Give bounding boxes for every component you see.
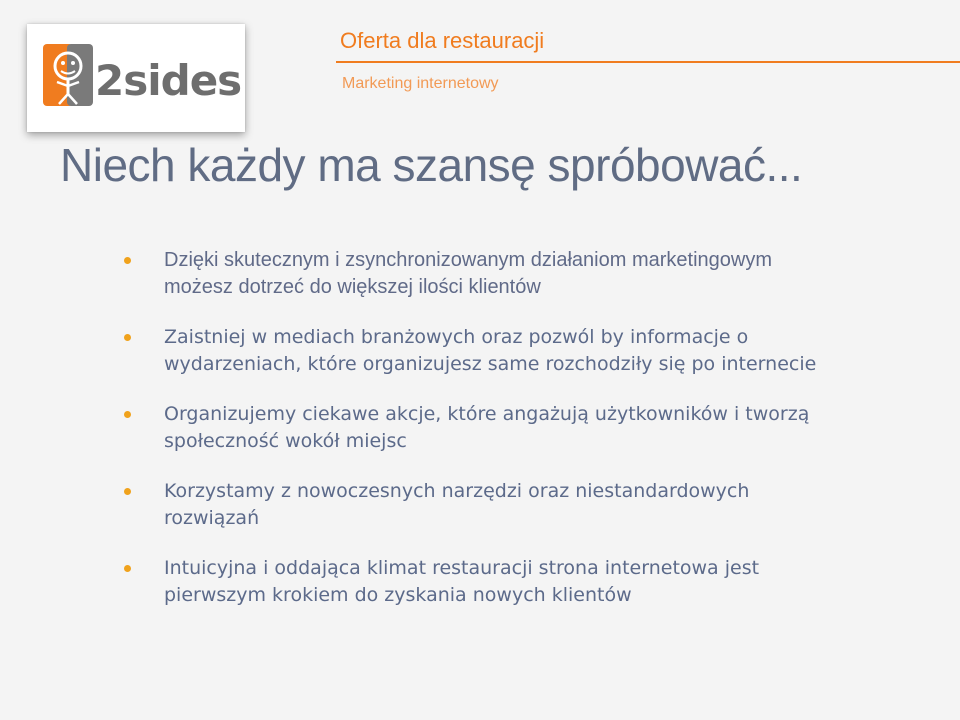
bullet-text: Korzystamy z nowoczesnych narzędzi oraz niestandardowych rozwiązań [164,480,750,529]
header-title: Oferta dla restauracji [340,28,545,53]
bullet-item [124,401,844,455]
bullet-text: Intuicyjna i oddająca klimat restauracji strona internetowa jest pierwszym krokiem do zyskania nowych klientów [164,557,760,606]
bullet-text: Organizujemy ciekawe akcje, które angażują użytkowników i tworzą społeczność wokół miejsc [164,403,810,452]
bullet-dot-icon [124,565,131,572]
slide-title: Niech każdy ma szansę spróbować... [60,139,803,191]
bullet-text: Dzięki skutecznym i zsynchronizowanym działaniom marketingowym możesz dotrzeć do większej ilości klientów [164,249,772,298]
bullet-dot-icon [124,411,131,418]
bullet-item [124,478,844,532]
bullet-list [124,247,844,632]
header-subtitle: Marketing internetowy [342,75,499,92]
brand-digit: 2 [95,56,124,105]
bullet-dot-icon [124,334,131,341]
bullet-item [124,555,844,609]
header-divider [336,61,960,63]
brand-wordmark [95,56,242,105]
bullet-dot-icon [124,257,131,264]
bullet-dot-icon [124,488,131,495]
bullet-text: Zaistniej w mediach branżowych oraz pozwól by informacje o wydarzeniach, które organizujesz same rozchodziły się po internecie [164,326,817,375]
bullet-item [124,324,844,378]
brand-name: sides [123,56,242,105]
bullet-item [124,247,844,301]
logo-card [27,24,245,132]
